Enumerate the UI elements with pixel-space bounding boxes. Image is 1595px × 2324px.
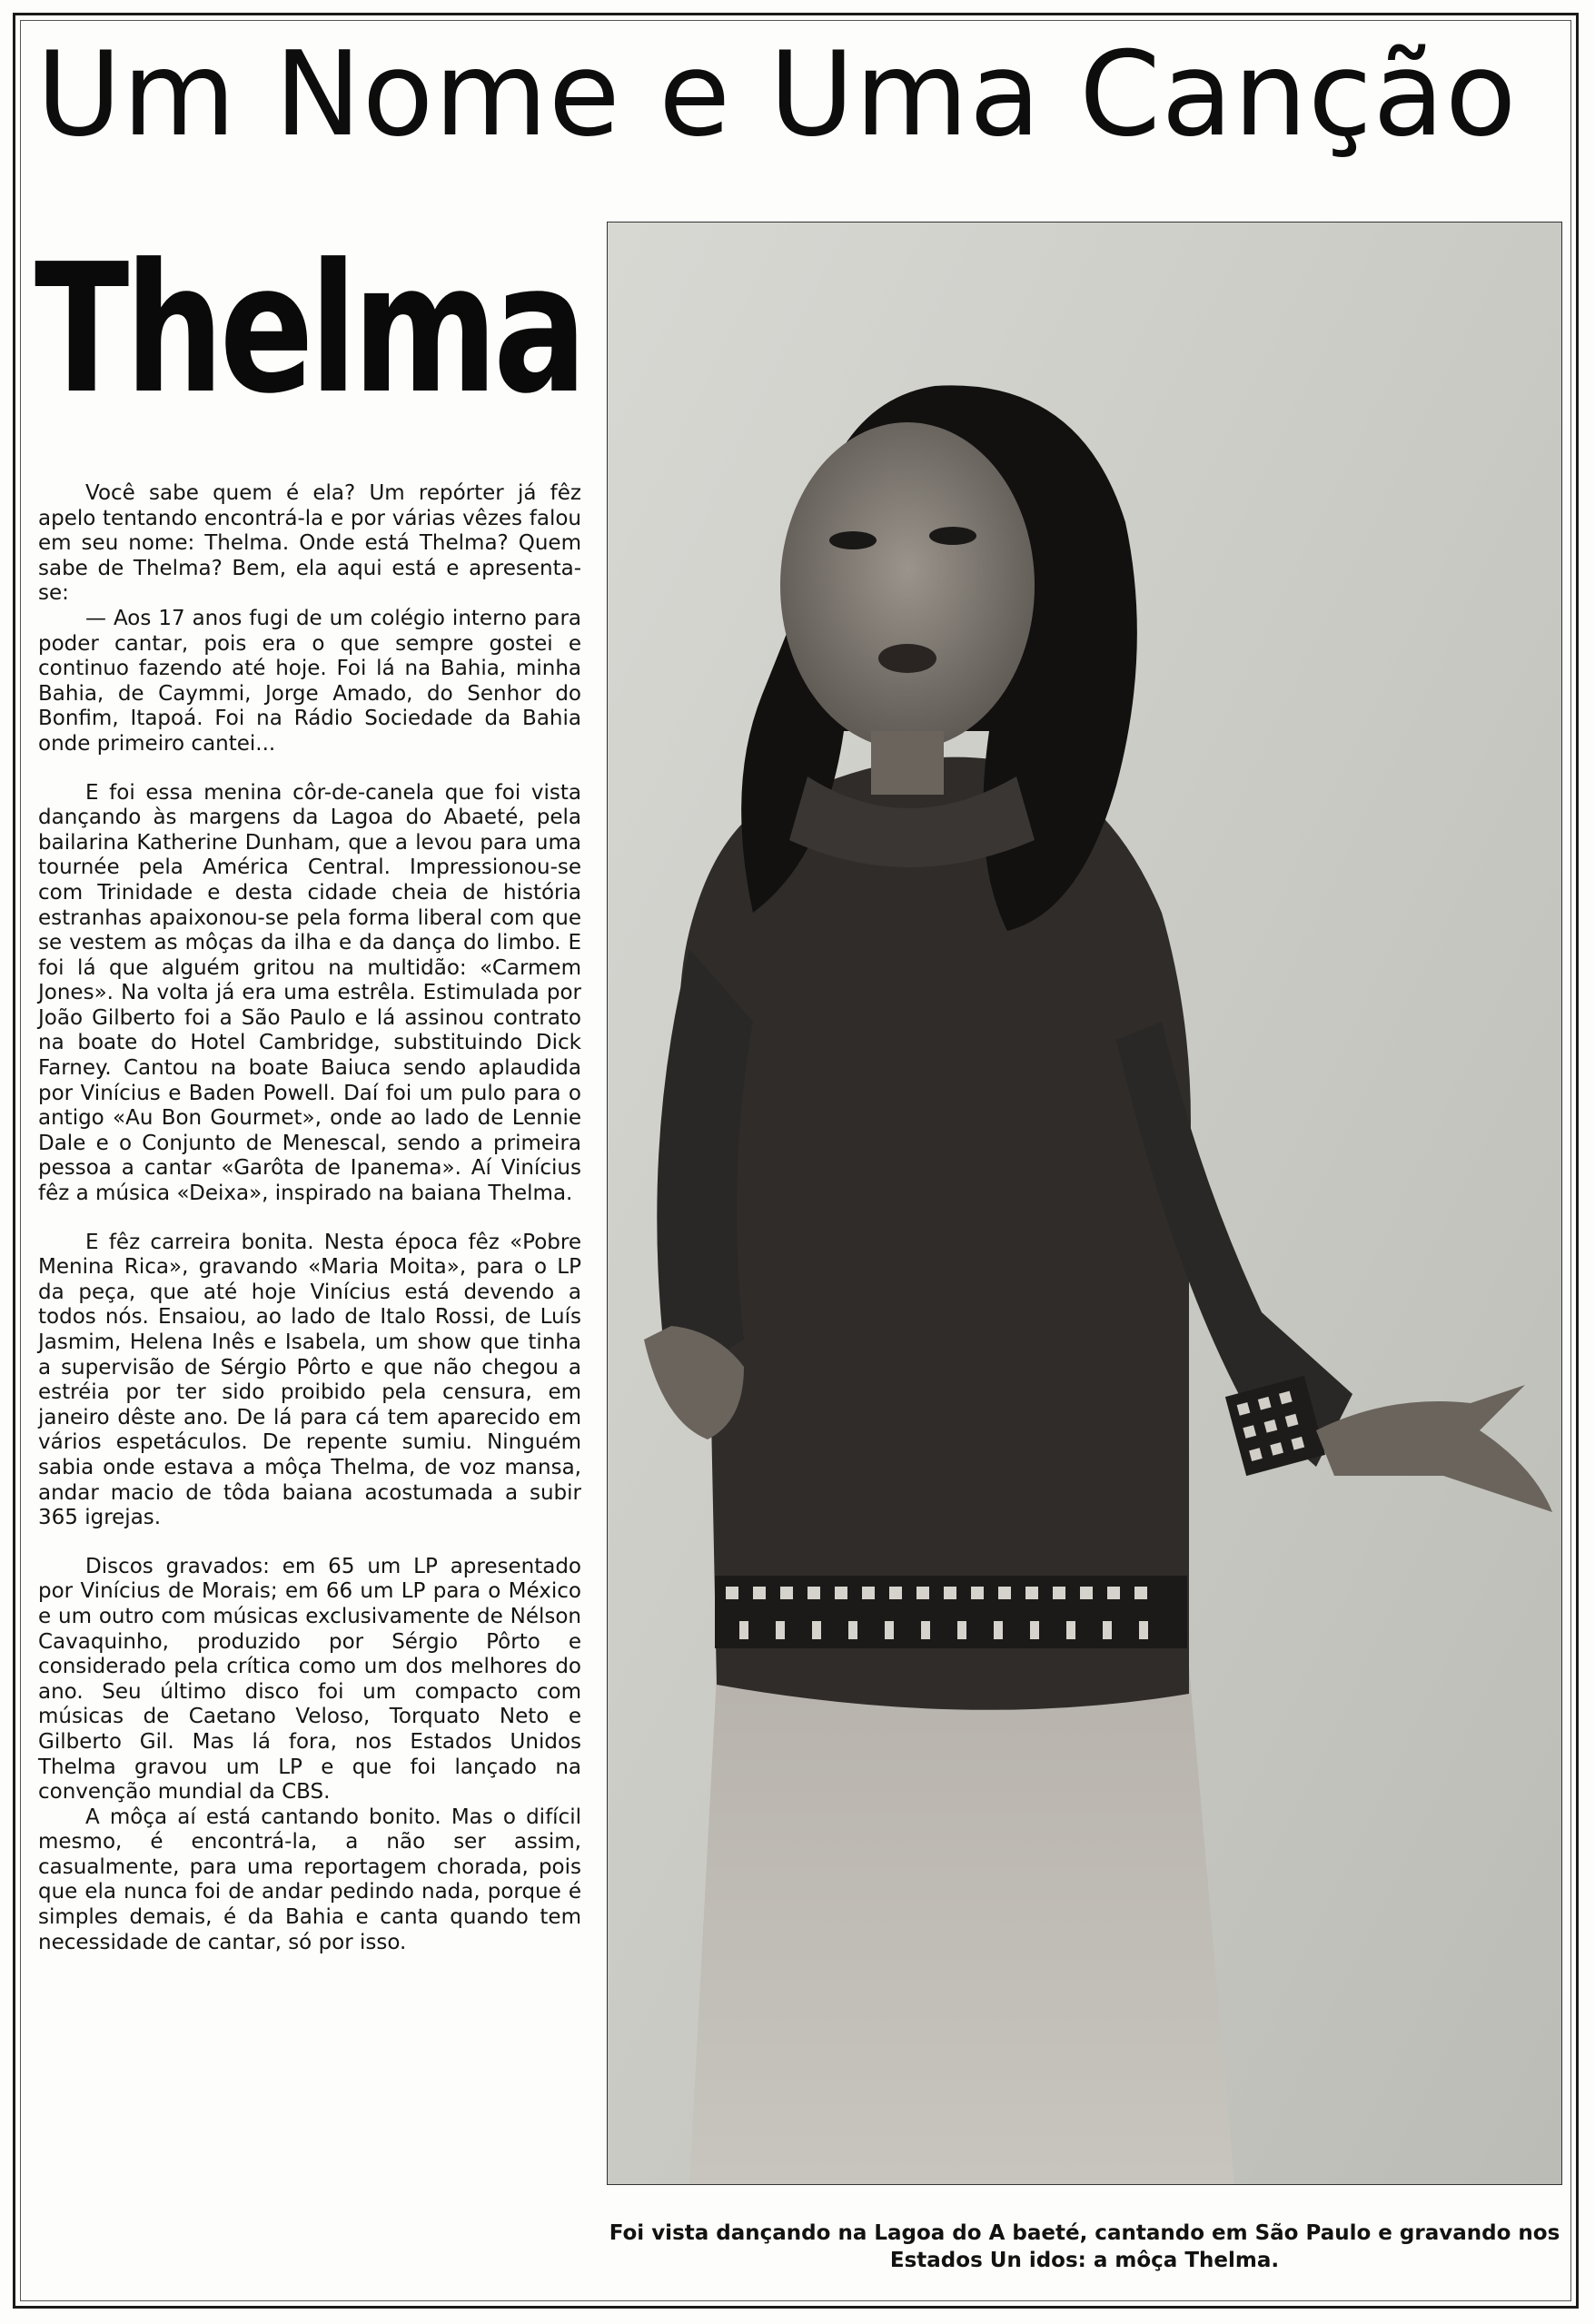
article-paragraph: Discos gravados: em 65 um LP apresentado por Vinícius de Morais; em 66 um LP para o México e um outro com músicas exclusivamente de Nélson Cavaquinho, produzido por Sérgio Pôrto e considerado pela crítica como um dos melhores do ano. Seu último disco foi um compacto com músicas de Caetano Veloso, Torquato Neto e Gilberto Gil. Mas lá fora, nos Estados Unidos Thelma gravou um LP e que foi lançado na convenção mundial da CBS. (38, 1554, 581, 1805)
article-body (38, 481, 581, 2298)
name-title: Thelma (35, 226, 583, 433)
article-paragraph: A môça aí está cantando bonito. Mas o difícil mesmo, é encontrá-la, a não ser assim, casualmente, para uma reportagem chorada, pois que ela nunca foi de andar pedindo nada, porque é simples demais, é da Bahia e canta quando tem necessidade de cantar, só por isso. (38, 1805, 581, 1954)
portrait-photo (607, 222, 1562, 2185)
photo-caption: Foi vista dançando na Lagoa do A baeté, cantando em São Paulo e gravando nos Estados Un idos: a môça Thelma. (609, 2221, 1560, 2272)
article-paragraph: E foi essa menina côr-de-canela que foi vista dançando às margens da Lagoa do Abaeté, pela bailarina Katherine Dunham, que a levou para uma tournée pela América Central. Impressionou-se com Trinidade e desta cidade cheia de história estranhas apaixonou-se pela forma liberal com que se vestem as môças da ilha e da dança do limbo. E foi lá que alguém gritou na multidão: «Carmem Jones». Na volta já era uma estrêla. Estimulada por João Gilberto foi a São Paulo e lá assinou contrato na boate do Hotel Cambridge, substituindo Dick Farney. Cantou na boate Baiuca sendo aplaudida por Vinícius e Baden Powell. Daí foi um pulo para o antigo «Au Bon Gourmet», onde ao lado de Lennie Dale e o Conjunto de Menescal, sendo a primeira pessoa a cantar «Garôta de Ipanema». Aí Vinícius fêz a música «Deixa», inspirado na baiana Thelma. (38, 780, 581, 1206)
portrait-illustration (608, 223, 1561, 2184)
skirt-shape (689, 1666, 1234, 2184)
face-shape (780, 422, 1035, 749)
article-paragraph: E fêz carreira bonita. Nesta época fêz «Pobre Menina Rica», gravando «Maria Moita», para o LP da peça, que até hoje Vinícius está devendo a todos nós. Ensaiou, ao lado de Italo Rossi, de Luís Jasmim, Helena Inês e Isabela, um show que tinha a supervisão de Sérgio Pôrto e que não chegou a estréia por ter sido proibido pela censura, em janeiro dêste ano. De lá para cá tem aparecido em vários espetáculos. De repente sumiu. Ninguém sabia onde estava a môça Thelma, de voz mansa, andar macio de tôda baiana acostumada a subir 365 igrejas. (38, 1230, 581, 1530)
headline: Um Nome e Uma Canção (36, 27, 1518, 163)
article-paragraph: — Aos 17 anos fugi de um colégio interno para poder cantar, pois era o que sempre gostei e continuo fazendo até hoje. Foi lá na Bahia, minha Bahia, de Caymmi, Jorge Amado, do Senhor do Bonfim, Itapoá. Foi na Rádio Sociedade da Bahia onde primeiro cantei... (38, 606, 581, 756)
article-paragraph: Você sabe quem é ela? Um repórter já fêz apelo tentando encontrá-la e por várias vêzes falou em seu nome: Thelma. Onde está Thelma? Quem sabe de Thelma? Bem, ela aqui está e apresenta-se: (38, 481, 581, 606)
